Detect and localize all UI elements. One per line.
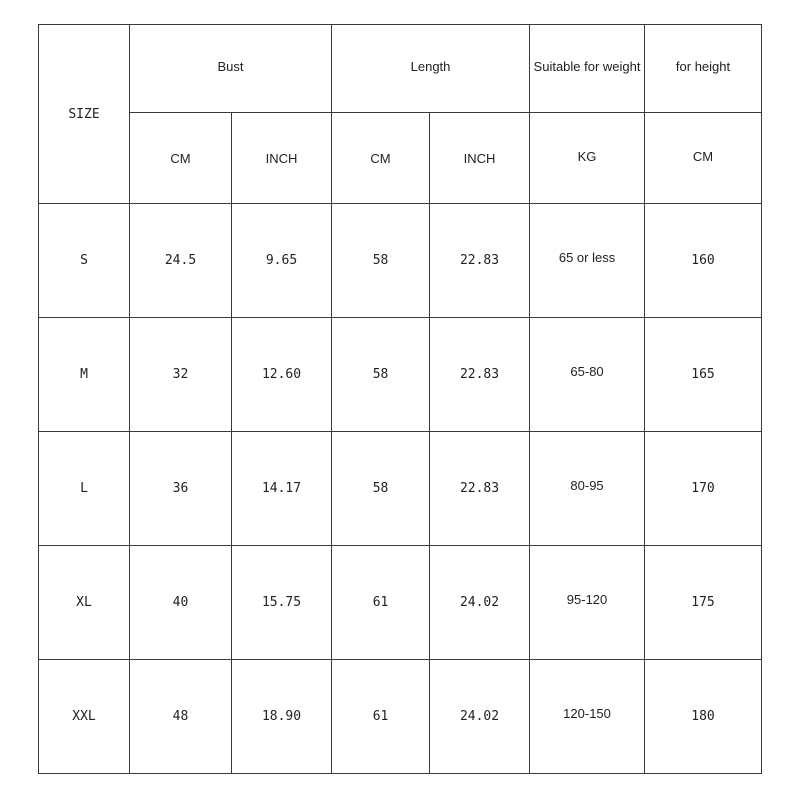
weight-value: 95-120 [566, 592, 608, 607]
weight-header-label: Suitable for weight [533, 59, 641, 74]
table-row-xl [39, 546, 762, 660]
height-header-label: for height [675, 59, 731, 74]
length-inch-cell [430, 204, 530, 318]
size-value: XL [76, 595, 92, 610]
length-inch-cell [430, 318, 530, 432]
size-cell [39, 546, 130, 660]
bust-inch-value: 12.60 [261, 367, 302, 382]
length-cm-value: 58 [372, 253, 389, 268]
height-value: 160 [691, 253, 715, 268]
bust-inch-label: INCH [265, 150, 298, 166]
length-cm-cell [332, 546, 430, 660]
bust-cm-value: 24.5 [164, 253, 197, 268]
bust-cm-cell [130, 546, 232, 660]
bust-inch-cell [232, 204, 332, 318]
height-value: 165 [691, 367, 715, 382]
bust-cm-value: 48 [172, 709, 189, 724]
length-inch-value: 24.02 [459, 595, 500, 610]
table-row-m [39, 318, 762, 432]
bust-inch-cell [232, 318, 332, 432]
size-header-label: SIZE [68, 106, 100, 122]
length-inch-value: 22.83 [459, 367, 500, 382]
table-row-l [39, 432, 762, 546]
weight-value: 120-150 [563, 706, 611, 721]
table-row-s [39, 204, 762, 318]
length-inch-value: 22.83 [459, 253, 500, 268]
weight-kg-header [530, 113, 645, 204]
bust-cm-value: 40 [172, 595, 189, 610]
length-header-label: Length [410, 59, 451, 74]
bust-cm-label: CM [170, 150, 191, 166]
size-chart-table [38, 24, 762, 774]
size-cell [39, 660, 130, 774]
height-value: 175 [691, 595, 715, 610]
length-cm-cell [332, 318, 430, 432]
bust-cm-value: 36 [172, 481, 189, 496]
bust-cm-cell [130, 318, 232, 432]
size-cell [39, 432, 130, 546]
height-cell [645, 546, 762, 660]
size-value: M [80, 367, 88, 382]
group-header-row [39, 25, 762, 113]
height-value: 180 [691, 709, 715, 724]
bust-inch-header [232, 113, 332, 204]
weight-cell [530, 318, 645, 432]
size-cell [39, 204, 130, 318]
unit-header-row [39, 113, 762, 204]
bust-inch-value: 9.65 [265, 253, 298, 268]
height-value: 170 [691, 481, 715, 496]
weight-value: 65 or less [558, 250, 616, 265]
length-cm-header [332, 113, 430, 204]
weight-value: 80-95 [570, 478, 604, 493]
length-inch-value: 22.83 [459, 481, 500, 496]
size-value: S [80, 253, 88, 268]
bust-inch-cell [232, 660, 332, 774]
bust-header-cell [130, 25, 332, 113]
bust-inch-cell [232, 432, 332, 546]
length-cm-value: 58 [372, 367, 389, 382]
length-inch-header [430, 113, 530, 204]
height-cell [645, 432, 762, 546]
weight-cell [530, 432, 645, 546]
weight-header-cell [530, 25, 645, 113]
height-cm-header [645, 113, 762, 204]
size-cell [39, 318, 130, 432]
bust-inch-value: 14.17 [261, 481, 302, 496]
bust-inch-value: 18.90 [261, 709, 302, 724]
length-inch-value: 24.02 [459, 709, 500, 724]
height-cell [645, 660, 762, 774]
size-value: L [80, 481, 88, 496]
bust-inch-cell [232, 546, 332, 660]
length-cm-cell [332, 432, 430, 546]
weight-cell [530, 204, 645, 318]
size-header-cell [39, 25, 130, 204]
bust-cm-header [130, 113, 232, 204]
bust-header-label: Bust [217, 59, 244, 74]
length-cm-value: 61 [372, 595, 389, 610]
height-header-cell [645, 25, 762, 113]
weight-cell [530, 546, 645, 660]
length-inch-cell [430, 432, 530, 546]
bust-cm-cell [130, 204, 232, 318]
length-cm-cell [332, 660, 430, 774]
bust-cm-cell [130, 660, 232, 774]
length-cm-value: 58 [372, 481, 389, 496]
height-cell [645, 318, 762, 432]
size-value: XXL [72, 709, 96, 724]
bust-inch-value: 15.75 [261, 595, 302, 610]
height-cm-label: CM [692, 148, 714, 164]
bust-cm-value: 32 [172, 367, 189, 382]
height-cell [645, 204, 762, 318]
weight-value: 65-80 [570, 364, 604, 379]
weight-cell [530, 660, 645, 774]
length-cm-value: 61 [372, 709, 389, 724]
length-inch-label: INCH [463, 150, 496, 166]
table-row-xxl [39, 660, 762, 774]
length-header-cell [332, 25, 530, 113]
weight-kg-label: KG [577, 148, 597, 164]
bust-cm-cell [130, 432, 232, 546]
length-inch-cell [430, 660, 530, 774]
length-cm-label: CM [370, 150, 391, 166]
length-inch-cell [430, 546, 530, 660]
length-cm-cell [332, 204, 430, 318]
